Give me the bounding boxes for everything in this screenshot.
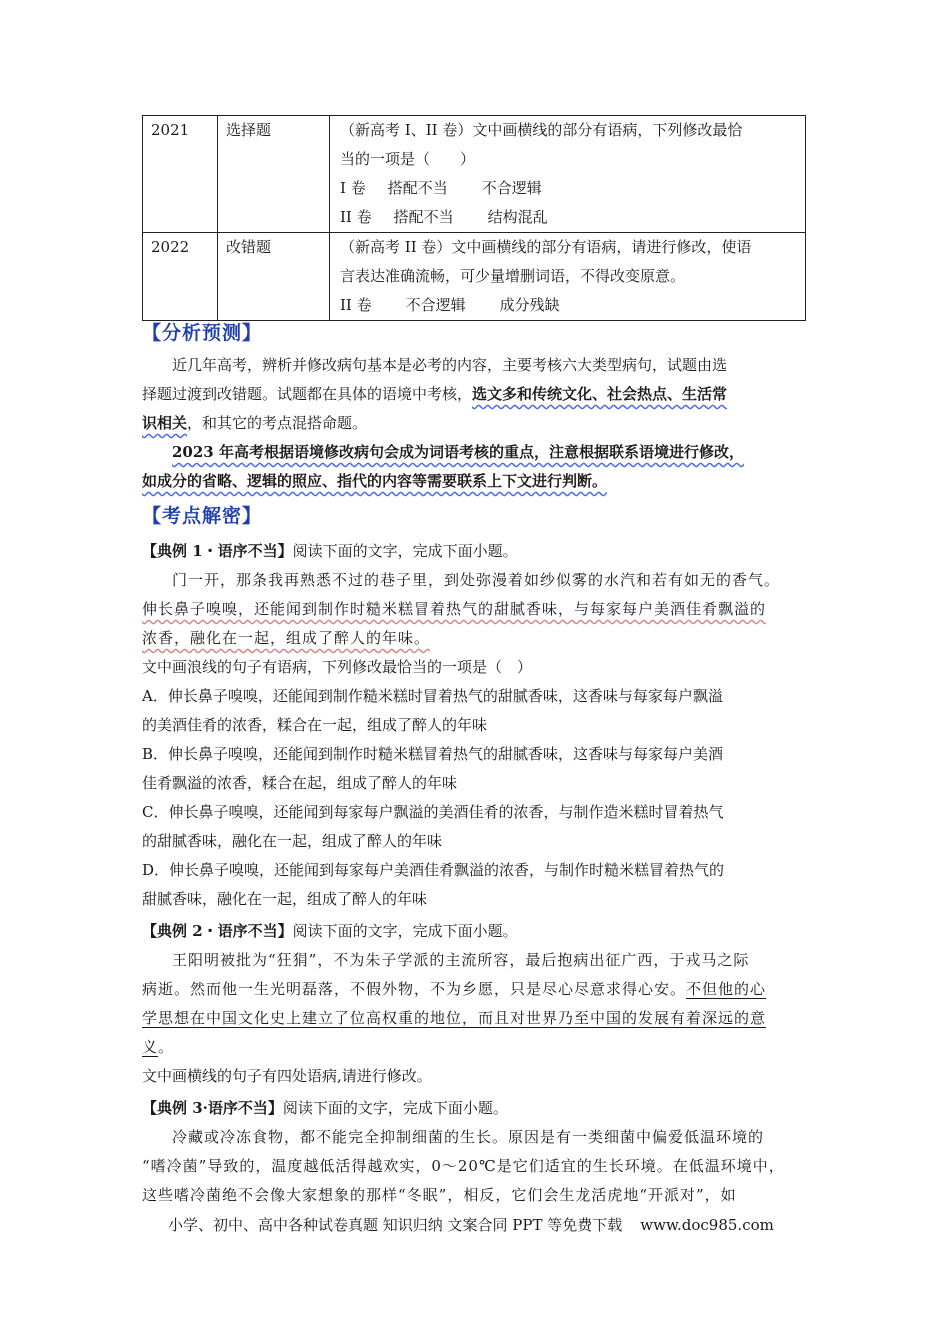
passage-line: 门一开，那条我再熟悉不过的巷子里，到处弥漫着如纱似雾的水汽和若有如无的香气。 xyxy=(172,571,781,589)
option-a: A．伸长鼻子嗅嗅，还能闻到制作糙米糕时冒着热气的甜腻香味，这香味与每家每户飘溢 xyxy=(142,687,723,705)
analysis-heading: 【分析预测】 xyxy=(142,322,263,344)
error-type: 不合逻辑 xyxy=(481,179,542,197)
option-c-cont: 的甜腻香味，融化在一起，组成了醉人的年味 xyxy=(142,832,443,850)
underlined-sentence: 学思想在中国文化史上建立了位高权重的地位，而且对世界乃至中国的发展有着深远的意 xyxy=(142,1009,767,1027)
example-3 xyxy=(142,1094,814,1210)
passage-line xyxy=(142,975,814,1004)
analysis-paragraph xyxy=(142,351,814,496)
emphasis-text: 选文多和传统文化、社会热点、生活常 xyxy=(472,385,728,403)
question-line: （新高考 I、II 卷）文中画横线的部分有语病，下列修改最恰 xyxy=(340,121,743,139)
emphasis-line: 2023 年高考根据语境修改病句会成为词语考核的重点，注意根据联系语境进行修改， xyxy=(172,443,744,461)
volume-label: II 卷 xyxy=(340,208,372,226)
key-points-heading: 【考点解密】 xyxy=(142,505,263,527)
underlined-sentence: 不但他的心 xyxy=(686,980,767,998)
detail-line xyxy=(340,203,797,232)
example-title-line xyxy=(142,1094,814,1123)
description-cell xyxy=(330,233,806,321)
wavy-sentence: 浓香，融化在一起，组成了醉人的年味。 xyxy=(142,629,431,647)
example-1 xyxy=(142,537,814,914)
example-instruction: 阅读下面的文字，完成下面小题。 xyxy=(292,922,518,940)
exam-history-table xyxy=(142,115,806,321)
year-cell: 2022 xyxy=(143,233,218,321)
underlined-sentence: 义 xyxy=(142,1038,159,1056)
passage-line: 王阳明被批为“狂狷”，不为朱子学派的主流所容，最后抱病出征广西，于戎马之际 xyxy=(172,951,750,969)
question-text: 文中画浪线的句子有语病，下列修改最恰当的一项是（ ） xyxy=(142,658,533,676)
text-span: ，和其它的考点混搭命题。 xyxy=(187,414,368,432)
footer-text: 小学、初中、高中各种试卷真题 知识归纳 文案合同 PPT 等免费下载 xyxy=(168,1216,623,1234)
option-d-cont: 甜腻香味，融化在一起，组成了醉人的年味 xyxy=(142,890,428,908)
error-type: 结构混乱 xyxy=(487,208,548,226)
text-span: 病逝。然而他一生光明磊落，不假外物，不为乡愿，只是尽心尽意求得心安。 xyxy=(142,980,687,998)
page-footer xyxy=(168,1214,774,1235)
detail-line xyxy=(340,291,797,320)
description-cell xyxy=(330,116,806,233)
error-type: 搭配不当 xyxy=(387,179,448,197)
error-type: 不合逻辑 xyxy=(405,296,466,314)
option-d: D．伸长鼻子嗅嗅，还能闻到每家每户美酒佳肴飘溢的浓香，与制作时糙米糕冒着热气的 xyxy=(142,861,725,879)
wavy-sentence: 伸长鼻子嗅嗅，还能闻到制作时糙米糕冒着热气的甜腻香味，与每家每户美酒佳肴飘溢的 xyxy=(142,600,767,618)
emphasis-line: 如成分的省略、逻辑的照应、指代的内容等需要联系上下文进行判断。 xyxy=(142,472,608,490)
question-line: 当的一项是（ ） xyxy=(340,150,476,168)
text-line xyxy=(142,409,814,438)
example-title: 【典例 3·语序不当】 xyxy=(142,1099,283,1117)
text-line xyxy=(142,380,814,409)
emphasis-text: 识相关 xyxy=(142,414,188,432)
example-instruction: 阅读下面的文字，完成下面小题。 xyxy=(282,1099,508,1117)
example-title-line xyxy=(142,537,814,566)
table-row xyxy=(143,233,806,321)
text-line: 近几年高考，辨析并修改病句基本是必考的内容，主要考核六大类型病句，试题由选 xyxy=(172,356,728,374)
detail-line xyxy=(340,174,797,203)
passage-line: 这些嗜冷菌绝不会像大家想象的那样“冬眠”，相反，它们会生龙活虎地“开派对”，如 xyxy=(142,1186,737,1204)
question-line: 言表达准确流畅，可少量增删词语，不得改变原意。 xyxy=(340,267,686,285)
passage-line xyxy=(142,624,814,653)
option-a-cont: 的美酒佳肴的浓香，糅合在一起，组成了醉人的年味 xyxy=(142,716,488,734)
footer-site-link[interactable]: www.doc985.com xyxy=(640,1216,774,1234)
volume-label: I 卷 xyxy=(340,179,366,197)
type-cell: 选择题 xyxy=(218,116,330,233)
passage-line: 冷藏或冷冻食物，都不能完全抑制细菌的生长。原因是有一类细菌中偏爱低温环境的 xyxy=(172,1128,765,1146)
text-span: 择题过渡到改错题。试题都在具体的语境中考核， xyxy=(142,385,473,403)
passage-line xyxy=(142,1004,814,1033)
example-instruction: 阅读下面的文字，完成下面小题。 xyxy=(292,542,518,560)
example-title-line xyxy=(142,917,814,946)
type-cell: 改错题 xyxy=(218,233,330,321)
option-b: B．伸长鼻子嗅嗅，还能闻到制作时糙米糕冒着热气的甜腻香味，这香味与每家每户美酒 xyxy=(142,745,724,763)
passage-line xyxy=(142,595,814,624)
option-c: C．伸长鼻子嗅嗅，还能闻到每家每户飘溢的美酒佳肴的浓香，与制作造米糕时冒着热气 xyxy=(142,803,724,821)
error-type: 成分残缺 xyxy=(499,296,560,314)
question-text: 文中画横线的句子有四处语病,请进行修改。 xyxy=(142,1067,432,1085)
text-span: 。 xyxy=(158,1038,175,1056)
passage-line xyxy=(142,1033,814,1062)
table-row xyxy=(143,116,806,233)
option-b-cont: 佳肴飘溢的浓香，糅合在起，组成了醉人的年味 xyxy=(142,774,458,792)
volume-label: II 卷 xyxy=(340,296,372,314)
example-2 xyxy=(142,917,814,1091)
error-type: 搭配不当 xyxy=(393,208,454,226)
example-title: 【典例 1・语序不当】 xyxy=(142,542,293,560)
passage-line: “嗜冷菌”导致的，温度越低活得越欢实，0～20℃是它们适宜的生长环境。在低温环境中， xyxy=(142,1157,785,1175)
example-title: 【典例 2・语序不当】 xyxy=(142,922,293,940)
question-line: （新高考 II 卷）文中画横线的部分有语病，请进行修改，使语 xyxy=(340,238,752,256)
year-cell: 2021 xyxy=(143,116,218,233)
